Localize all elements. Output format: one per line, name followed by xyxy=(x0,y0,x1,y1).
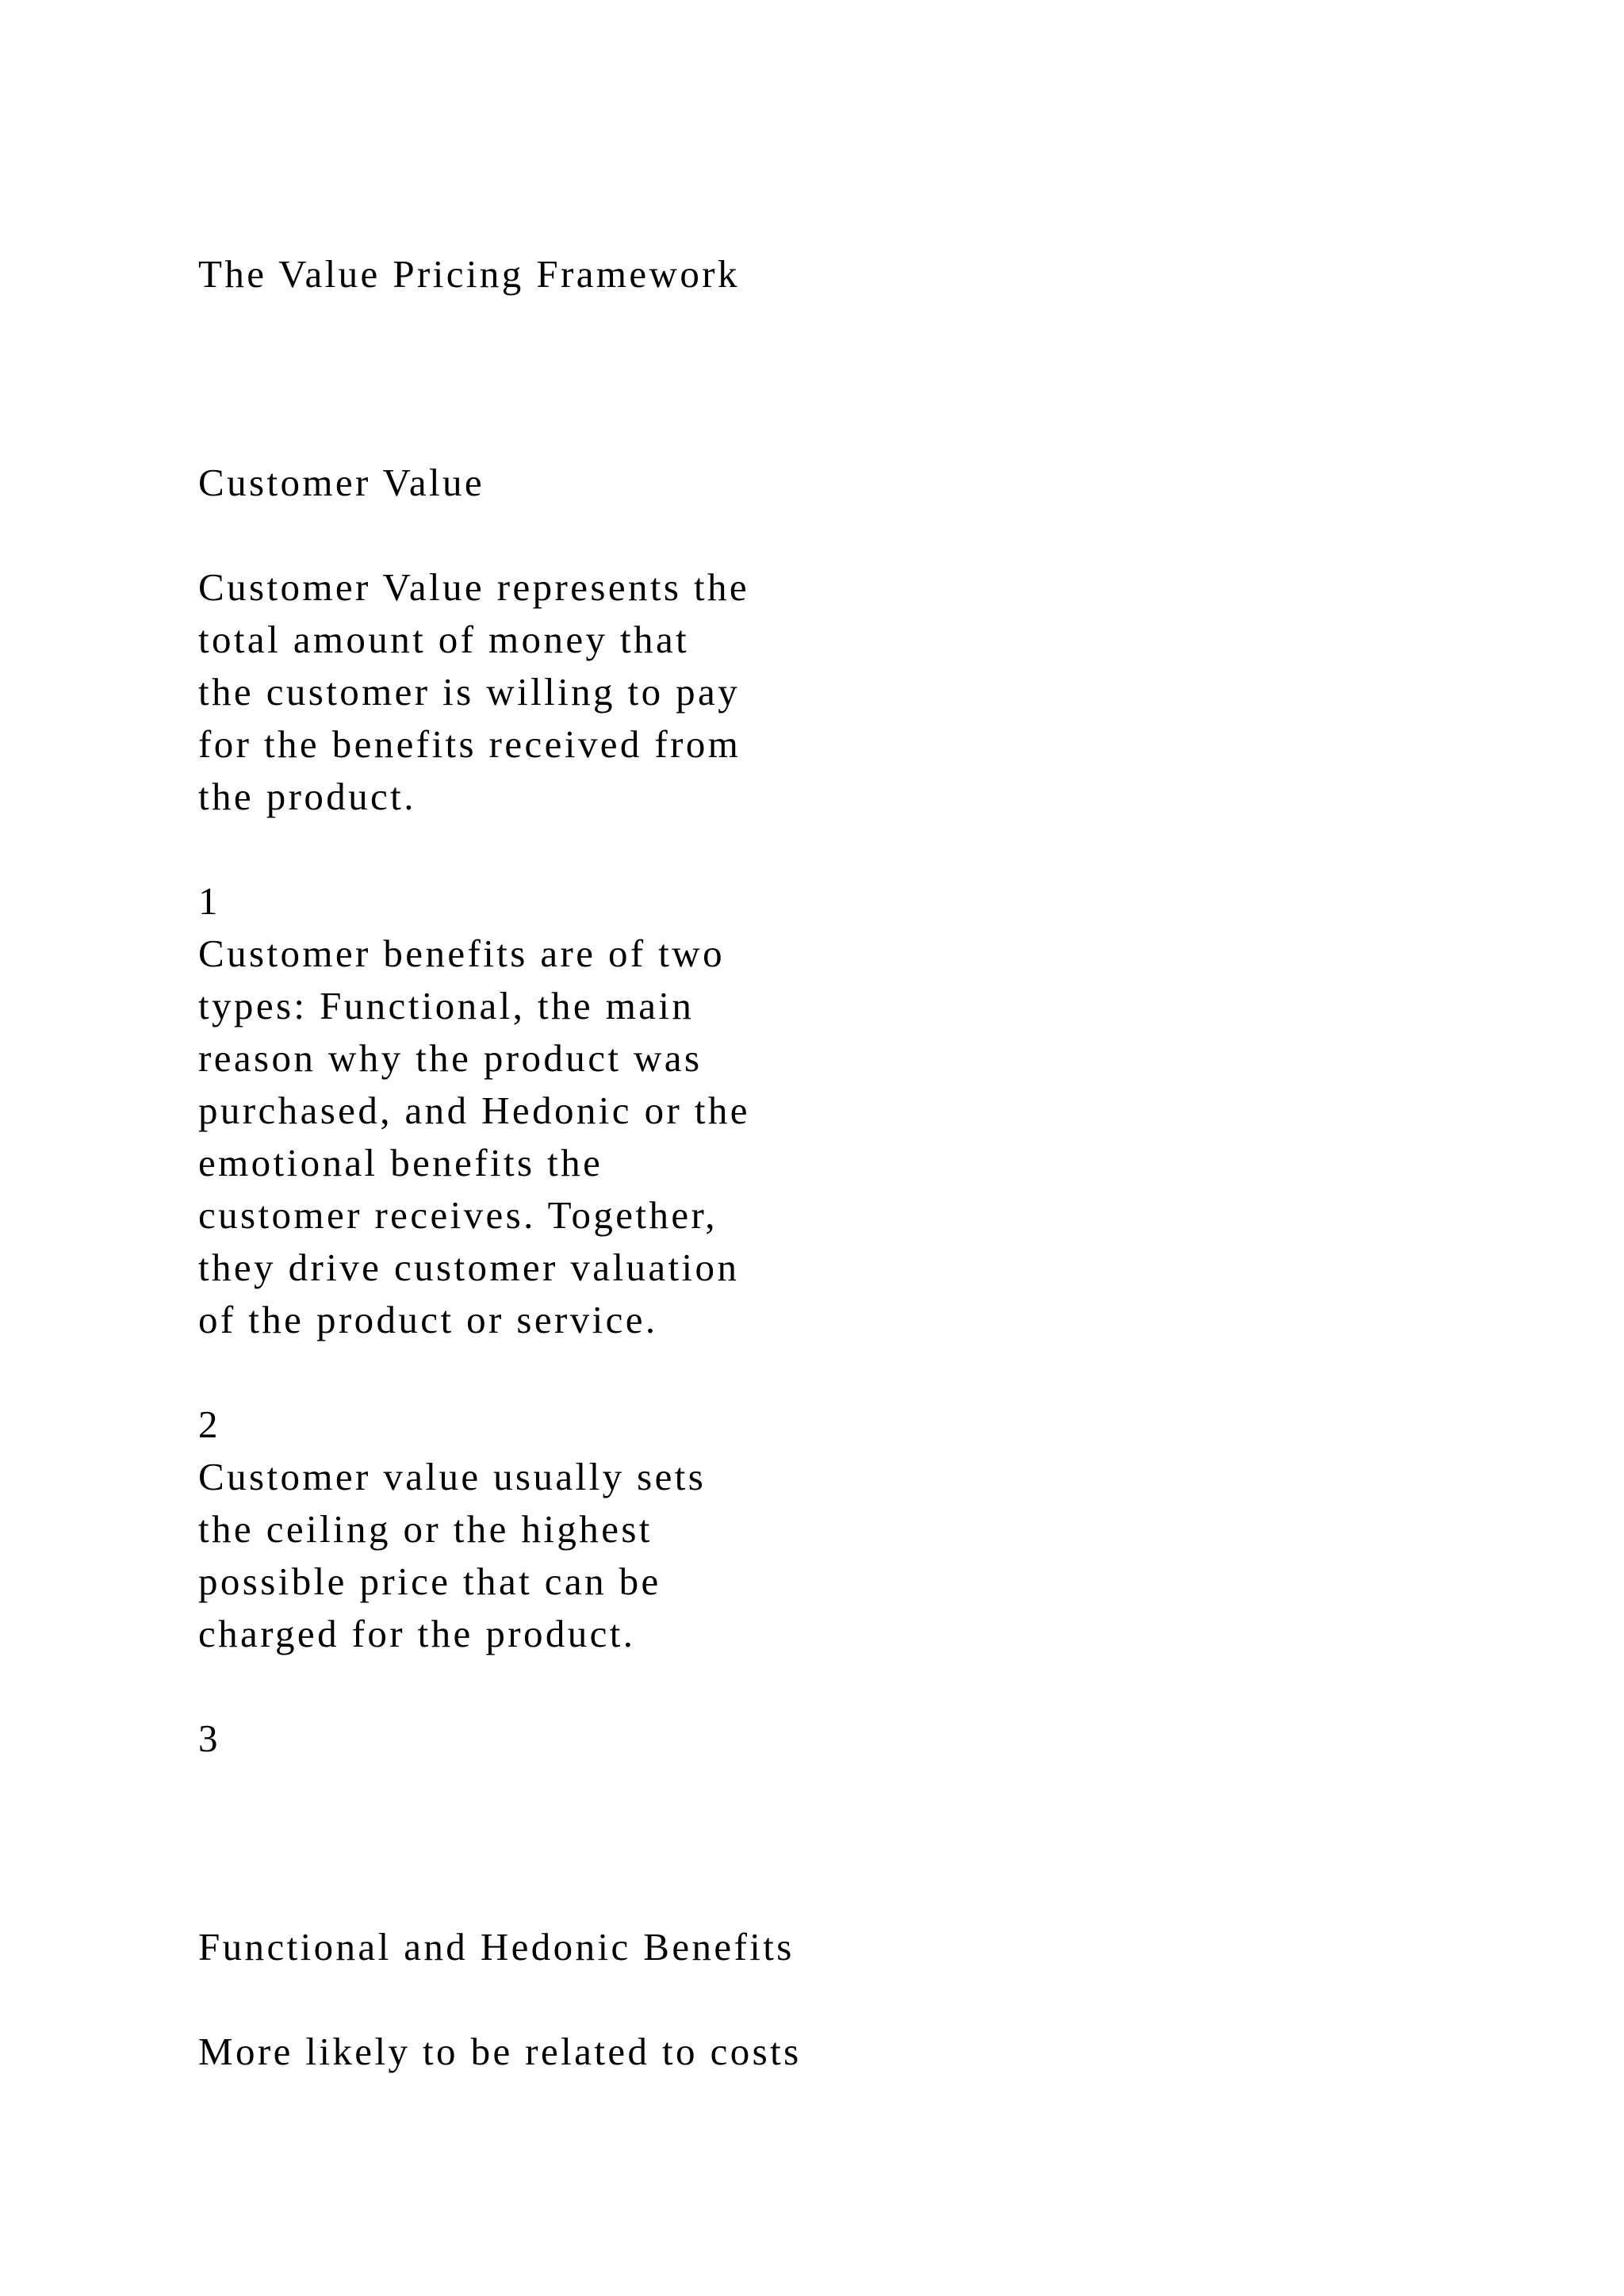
paragraph-line: Customer benefits are of two xyxy=(198,932,725,975)
paragraph-line: customer receives. Together, xyxy=(198,1193,718,1237)
paragraph-line: the product. xyxy=(198,775,416,818)
paragraph-line: charged for the product. xyxy=(198,1612,636,1655)
paragraph-line: More likely to be related to costs xyxy=(198,2030,802,2073)
paragraph-line: possible price that can be xyxy=(198,1559,661,1603)
paragraph-line: reason why the product was xyxy=(198,1036,703,1080)
paragraph-line: purchased, and Hedonic or the xyxy=(198,1089,750,1132)
paragraph-line: Customer Value represents the xyxy=(198,565,750,609)
point-number-1: 1 xyxy=(198,879,220,923)
paragraph-line: the customer is willing to pay xyxy=(198,670,741,714)
section-heading-customer-value: Customer Value xyxy=(198,461,485,504)
paragraph-line: emotional benefits the xyxy=(198,1141,603,1184)
document-title: The Value Pricing Framework xyxy=(198,252,740,296)
paragraph-line: for the benefits received from xyxy=(198,722,741,766)
paragraph-line: of the product or service. xyxy=(198,1298,658,1341)
paragraph-line: total amount of money that xyxy=(198,618,690,661)
paragraph-line: they drive customer valuation xyxy=(198,1246,740,1289)
point-number-3: 3 xyxy=(198,1716,220,1760)
paragraph-line: the ceiling or the highest xyxy=(198,1507,653,1551)
paragraph-line: Customer value usually sets xyxy=(198,1455,707,1498)
paragraph-line: types: Functional, the main xyxy=(198,984,695,1027)
section-heading-benefits: Functional and Hedonic Benefits xyxy=(198,1925,795,1969)
point-number-2: 2 xyxy=(198,1402,220,1446)
